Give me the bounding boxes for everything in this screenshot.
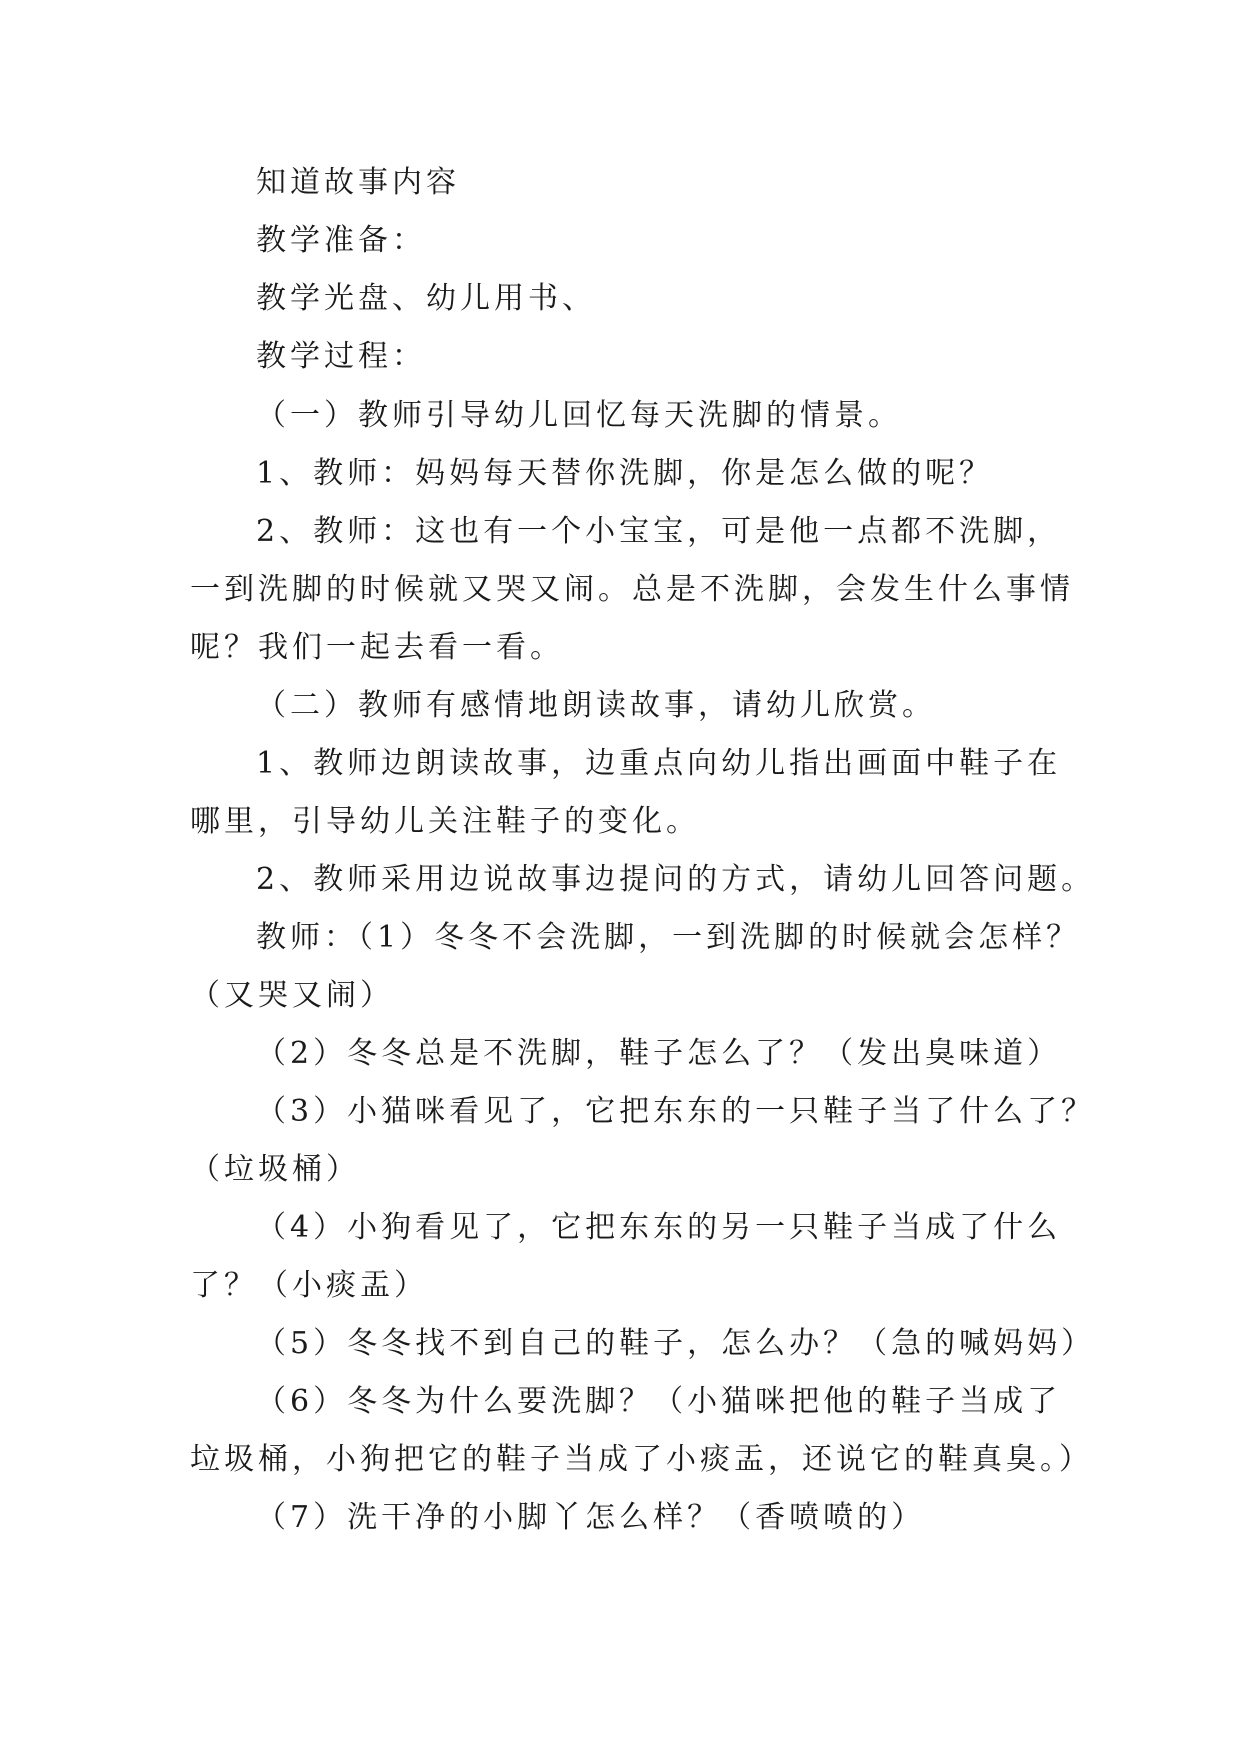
text-line: （5）冬冬找不到自己的鞋子，怎么办？（急的喊妈妈） (256, 1326, 1096, 1361)
text-line: 哪里，引导幼儿关注鞋子的变化。 (190, 804, 700, 839)
text-line: （6）冬冬为什么要洗脚？（小猫咪把他的鞋子当成了 (256, 1384, 1062, 1419)
text-line: （2）冬冬总是不洗脚，鞋子怎么了？（发出臭味道） (256, 1036, 1062, 1071)
text-line: 了？（小痰盂） (190, 1268, 428, 1303)
text-line: 2、教师：这也有一个小宝宝，可是他一点都不洗脚， (256, 514, 1062, 549)
text-line: （7）洗干净的小脚丫怎么样？（香喷喷的） (256, 1500, 926, 1535)
text-line: 2、教师采用边说故事边提问的方式，请幼儿回答问题。 (256, 862, 1096, 897)
text-line: （一）教师引导幼儿回忆每天洗脚的情景。 (256, 398, 902, 433)
text-line: 1、教师：妈妈每天替你洗脚，你是怎么做的呢？ (256, 456, 994, 491)
text-line: 教学准备： (256, 223, 426, 258)
text-line: （3）小猫咪看见了，它把东东的一只鞋子当了什么了？ (256, 1094, 1096, 1129)
text-line: 一到洗脚的时候就又哭又闹。总是不洗脚，会发生什么事情 (190, 572, 1074, 607)
text-line: 垃圾桶，小狗把它的鞋子当成了小痰盂，还说它的鞋真臭。） (190, 1442, 1093, 1477)
text-line: 教学过程： (256, 339, 426, 374)
text-line: 1、教师边朗读故事，边重点向幼儿指出画面中鞋子在 (256, 746, 1062, 781)
text-line: （二）教师有感情地朗读故事，请幼儿欣赏。 (256, 688, 936, 723)
text-line: （垃圾桶） (190, 1152, 360, 1187)
text-line: （4）小狗看见了，它把东东的另一只鞋子当成了什么 (256, 1210, 1062, 1245)
text-line: 教师：（1）冬冬不会洗脚，一到洗脚的时候就会怎样？ (256, 920, 1081, 955)
text-line: 教学光盘、幼儿用书、 (256, 281, 596, 316)
text-line: （又哭又闹） (190, 978, 394, 1013)
text-line: 呢？我们一起去看一看。 (190, 630, 564, 665)
text-line: 知道故事内容 (256, 165, 460, 200)
